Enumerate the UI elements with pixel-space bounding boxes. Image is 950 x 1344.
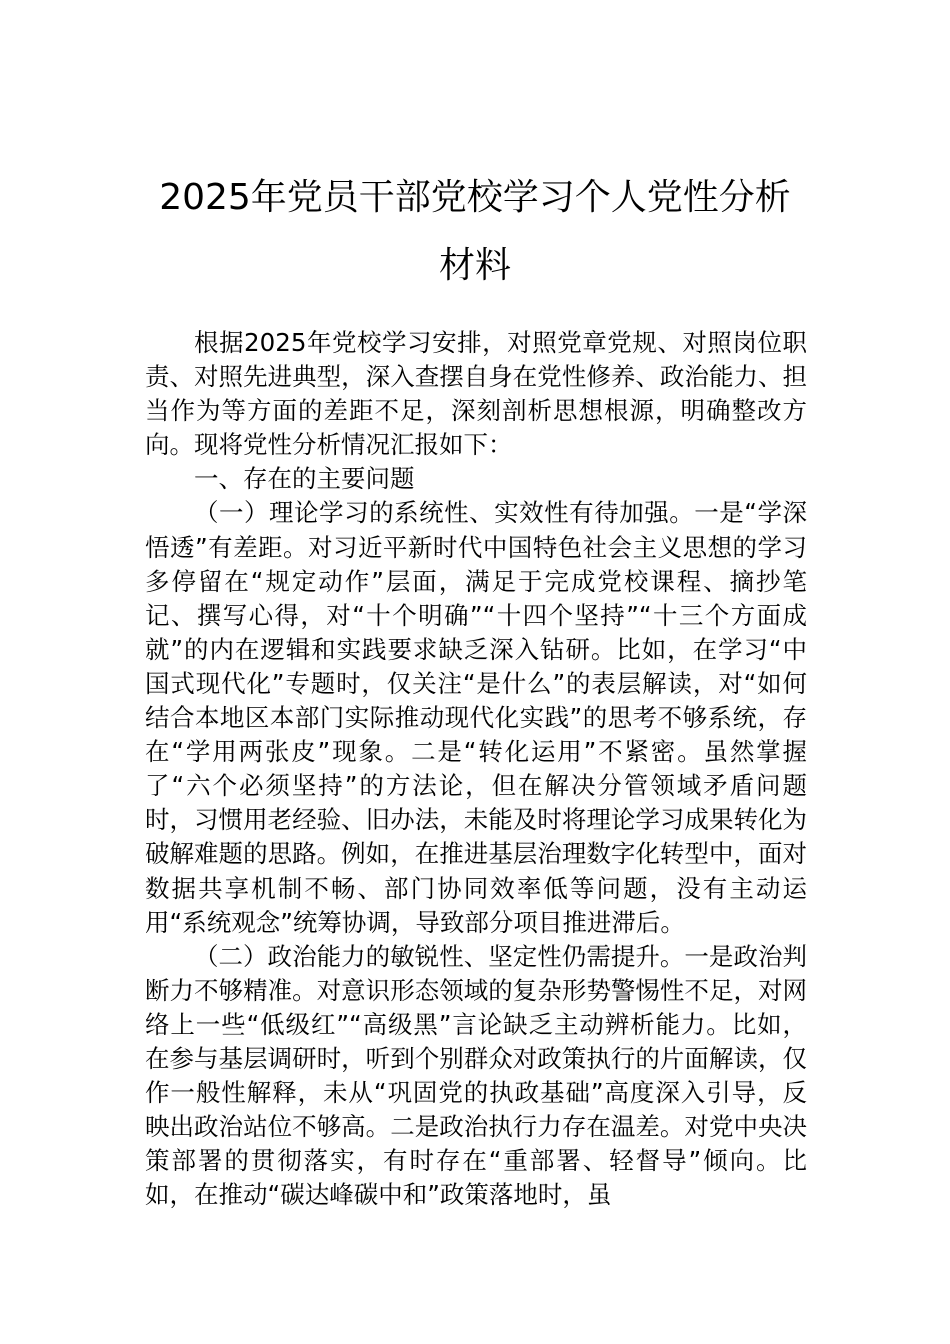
- document-title: 2025年党员干部党校学习个人党性分析材料: [159, 177, 791, 286]
- document-body: [145, 326, 807, 1212]
- problem-paragraph-theory-study: （一）理论学习的系统性、实效性有待加强。一是“学深悟透”有差距。对习近平新时代中国特色社会主义思想的学习多停留在“规定动作”层面，满足于完成党校课程、摘抄笔记、撰写心得，对“十个明确”“十四个坚持”“十三个方面成就”的内在逻辑和实践要求缺乏深入钻研。比如，在学习“中国式现代化”专题时，仅关注“是什么”的表层解读，对“如何结合本地区本部门实际推动现代化实践”的思考不够系统，存在“学用两张皮”现象。二是“转化运用”不紧密。虽然掌握了“六个必须坚持”的方法论，但在解决分管领域矛盾问题时，习惯用老经验、旧办法，未能及时将理论学习成果转化为破解难题的思路。例如，在推进基层治理数字化转型中，面对数据共享机制不畅、部门协同效率低等问题，没有主动运用“系统观念”统筹协调，导致部分项目推进滞后。: [145, 498, 807, 937]
- problem-paragraph-political-ability: （二）政治能力的敏锐性、坚定性仍需提升。一是政治判断力不够精准。对意识形态领域的复杂形势警惕性不足，对网络上一些“低级红”“高级黑”言论缺乏主动辨析能力。比如，在参与基层调研时，听到个别群众对政策执行的片面解读，仅作一般性解释，未从“巩固党的执政基础”高度深入引导，反映出政治站位不够高。二是政治执行力存在温差。对党中央决策部署的贯彻落实，有时存在“重部署、轻督导”倾向。比如，在推动“碳达峰碳中和”政策落地时，虽: [145, 941, 807, 1210]
- section-heading-main-problems: 一、存在的主要问题: [194, 464, 415, 494]
- intro-paragraph: 根据2025年党校学习安排，对照党章党规、对照岗位职责、对照先进典型，深入查摆自身在党性修养、政治能力、担当作为等方面的差距不足，深刻剖析思想根源，明确整改方向。现将党性分析情况汇报如下：: [145, 328, 807, 460]
